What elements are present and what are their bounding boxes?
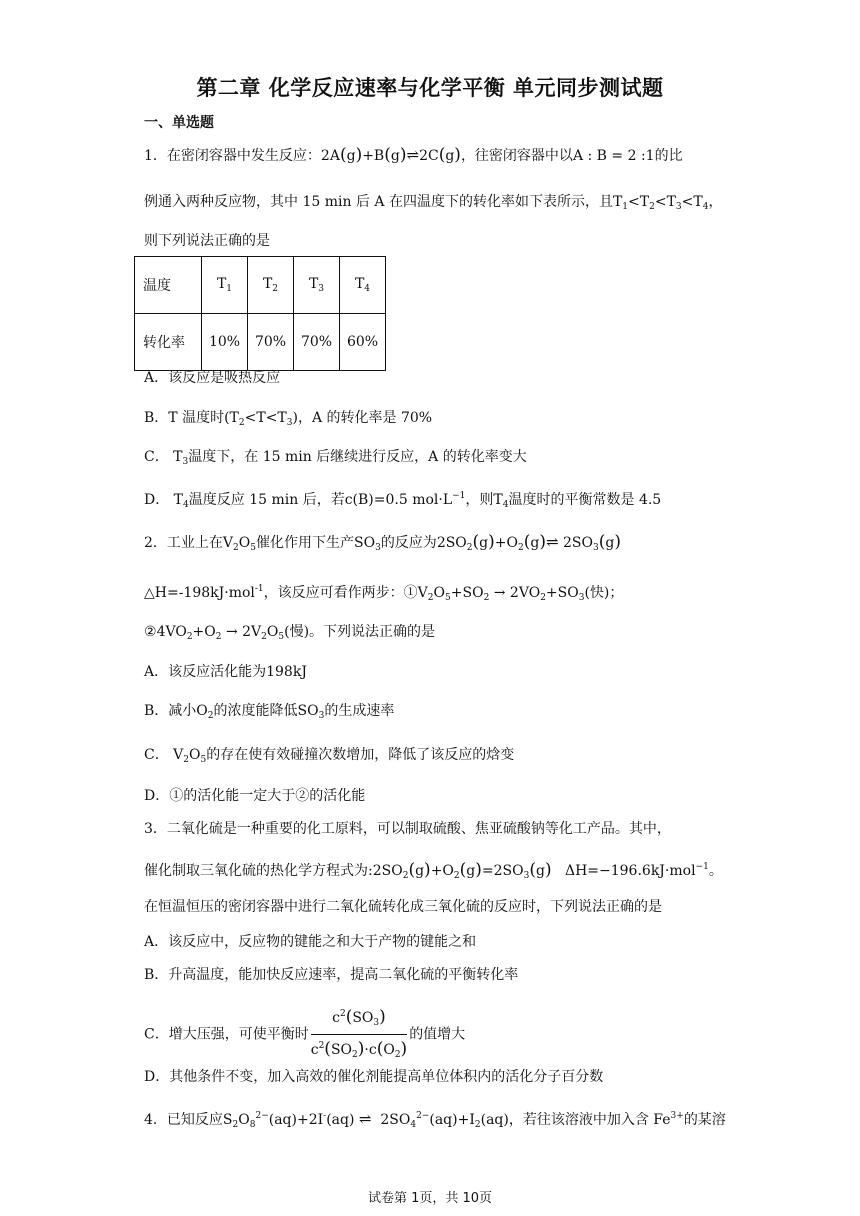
table-temp: $T_1$ xyxy=(202,257,248,314)
q4-line1: 4．已知反应$S_2O_8^{2-}(aq)+2I^-(aq)$ ⇌ $2SO_4^{2-}(aq)+I_2(aq)$，若往该溶液中加入含 $Fe^{3+}$的某溶 xyxy=(144,1110,726,1130)
q1-line2: 例通入两种反应物，其中 15 min 后 A 在四温度下的转化率如下表所示，且$T_1<T_2<T_3<T_4$， xyxy=(144,194,723,212)
q3-option-c: C．增大压强，可使平衡时 $\frac{c^2(SO_3)}{c^2(SO_2)\cdot c(O_2)}$ 的值增大 xyxy=(144,1004,465,1065)
table-rate: 70% xyxy=(294,314,340,371)
q3-line1: 3．二氧化硫是一种重要的化工原料，可以制取硫酸、焦亚硫酸钠等化工产品。其中， xyxy=(144,821,671,837)
q2-option-b: B．减小$O_2$的浓度能降低$SO_3$的生成速率 xyxy=(144,703,395,721)
conversion-table xyxy=(134,256,386,371)
q3-option-d: D．其他条件不变，加入高效的催化剂能提高单位体积内的活化分子百分数 xyxy=(144,1069,604,1085)
q3-option-a: A．该反应中，反应物的键能之和大于产物的键能之和 xyxy=(144,934,477,950)
section-heading: 一、单选题 xyxy=(144,115,214,131)
q2-option-a: A．该反应活化能为198kJ xyxy=(144,664,307,680)
table-rate: 10% xyxy=(202,314,248,371)
q2-option-c: C． $V_2O_5$的存在使有效碰撞次数增加，降低了该反应的焓变 xyxy=(144,747,515,765)
equilibrium-fraction: $\frac{c^2(SO_3)}{c^2(SO_2)\cdot c(O_2)}$ xyxy=(311,1004,407,1065)
table-temp: $T_4$ xyxy=(340,257,386,314)
table-rate: 70% xyxy=(248,314,294,371)
table-row-label: 转化率 xyxy=(135,314,202,371)
table-temp: $T_3$ xyxy=(294,257,340,314)
q2-line3: $②4VO_2+O_2 \to 2V_2O_5$(慢)。下列说法正确的是 xyxy=(144,624,436,642)
q2-option-d: D．①的活化能一定大于②的活化能 xyxy=(144,788,366,804)
q2-line2: △H=-198kJ·mol$^{-1}$，该反应可看作两步：$①V_2O_5+SO_2 \to 2VO_2+SO_3$(快)； xyxy=(144,584,624,603)
table-rate: 60% xyxy=(340,314,386,371)
q3-line3: 在恒温恒压的密闭容器中进行二氧化硫转化成三氧化硫的反应时，下列说法正确的是 xyxy=(144,899,662,915)
q3-line2: 催化制取三氧化硫的热化学方程式为$:2SO_2(g)+O_2(g)=2SO_3(g)$ ΔH=−196.6kJ·mol$^{-1}$。 xyxy=(144,860,723,881)
q1-line3: 则下列说法正确的是 xyxy=(144,233,270,249)
table-temp: $T_2$ xyxy=(248,257,294,314)
q1-option-c: C． $T_3$温度下，在 15 min 后继续进行反应，A 的转化率变大 xyxy=(144,449,527,467)
page-title: 第二章 化学反应速率与化学平衡 单元同步测试题 xyxy=(196,76,664,100)
page-footer: 试卷第 1页，共 10页 xyxy=(367,1191,493,1206)
q1-line1: 1．在密闭容器中发生反应：2A(g)+B(g)⇌2C(g)，往密闭容器中以A : B = 2 :1的比 xyxy=(144,145,683,165)
q3-option-b: B．升高温度，能加快反应速率，提高二氧化硫的平衡转化率 xyxy=(144,967,519,983)
table-header-label: 温度 xyxy=(135,257,202,314)
table-row xyxy=(135,314,386,371)
q1-option-b: B．T 温度时$(T_2<T<T_3)$，A 的转化率是 70% xyxy=(144,410,433,428)
q1-option-a: A．该反应是吸热反应 xyxy=(144,370,281,386)
table-row xyxy=(135,257,386,314)
q2-line1: 2．工业上在$V_2O_5$催化作用下生产$SO_3$的反应为$2SO_2(g)+O_2(g)\rightleftharpoons$ $2SO_3(g)$ xyxy=(144,532,621,553)
q1-option-d: D． $T_4$温度反应 15 min 后，若c(B)=0.5 $mol\cdot L^{-1}$，则$T_4$温度时的平衡常数是 4.5 xyxy=(144,491,662,510)
q1-equation: 2A(g)+B(g)⇌2C(g) xyxy=(320,145,461,165)
